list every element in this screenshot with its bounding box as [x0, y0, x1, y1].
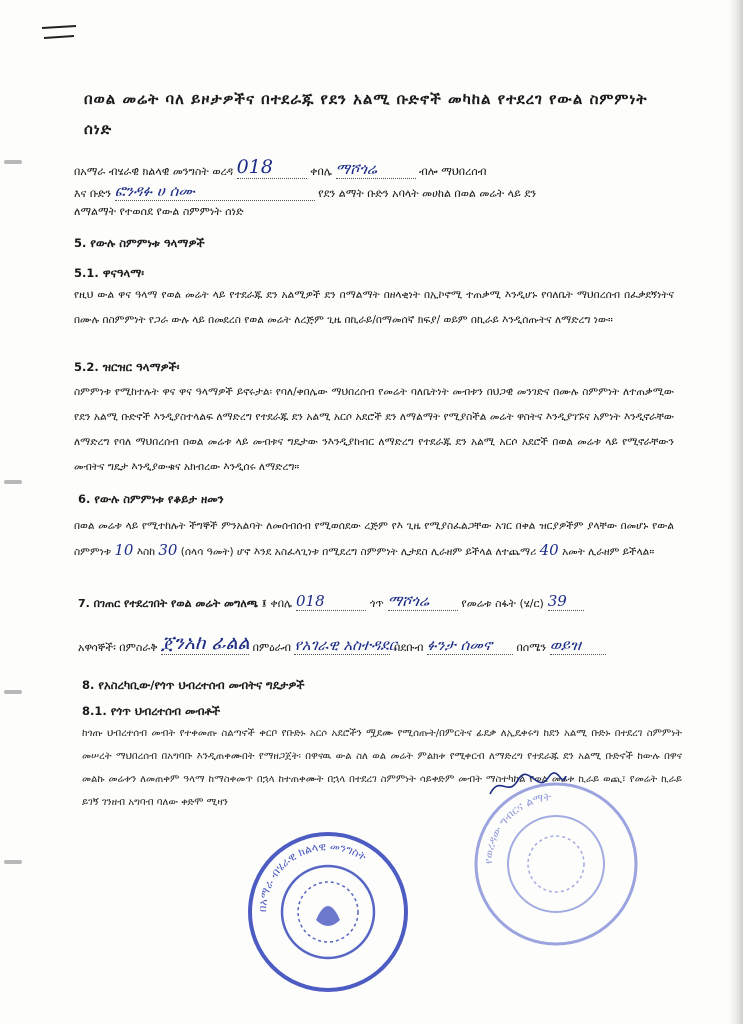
section-6-text [74, 514, 674, 564]
north-value: ወይዝ [549, 636, 581, 654]
south-value: ፉንታ ሰመኖ [427, 636, 493, 654]
kebele-label: ቀበሌ [310, 165, 333, 178]
community-label: ብሎ ማህበረሰብ [419, 165, 487, 178]
left-official-seal [246, 830, 410, 994]
section-6-end: አመት ሊራዘም ይችላል። [562, 546, 655, 558]
section-7-heading: 7. በገጠር የተደረገበት የወል መሬት መግለጫ ፤ [78, 597, 267, 610]
section-6-text-a: በወል መሬቱ ላይ የሚተከሉት ችግኞች ምንአልባት ለመሰብሰብ የሚወሰደው ረጅም የእ ጊዜ የሚያስፈልጋቸው አገር በቀል ዝርያዎችም ያላቸው በመሆኑ የውል ስምምነቱ [74, 520, 674, 558]
punch-hole-mark [4, 690, 22, 694]
s7-area: 39 [547, 592, 567, 610]
s7-got-label: ጎጥ [369, 597, 384, 610]
left-seal-text: በአማራ ብሄራዊ ክልላዊ መንግስት [255, 839, 369, 913]
header-line-2 [74, 182, 536, 201]
kebele-field [336, 160, 416, 179]
section-8-heading: 8. የአስረካቢው/የጎጥ ህብረተሰብ መብትና ግዴታዎች [82, 678, 305, 692]
term-to: 30 [158, 541, 178, 559]
punch-hole-mark [4, 480, 22, 484]
west-label: በምዕራብ [252, 641, 291, 654]
term-from: 10 [114, 541, 134, 559]
punch-hole-mark [4, 160, 22, 164]
north-field [550, 636, 606, 655]
group-name-field [115, 182, 315, 201]
east-value: ጀንአከ ፊልል [161, 632, 250, 654]
pen-mark-corner [40, 22, 80, 42]
s7-area-label: የመሬቱ ስፋት (ሄ/ር) [461, 597, 544, 610]
woreda-value: 018 [236, 156, 273, 178]
kebele-value: ማሾጎሬ [335, 160, 377, 178]
boundaries-line [78, 632, 606, 655]
section-6-heading: 6. የውሉ ስምምነቱ የቆይታ ዘመን [78, 492, 224, 506]
s7-got: ማሾጎሬ [387, 592, 429, 610]
s7-kebele-field [296, 592, 366, 611]
header-line-3: ለማልማት የተወሰደ የውል ስምምነት ሰነድ [74, 205, 244, 218]
east-field [161, 632, 249, 655]
section-6-text-b: (ሰላሳ ዓመት) ሆኖ እንደ አስፈላጊነቱ በሚደረግ ስምምነት ሊታደስ [180, 546, 428, 558]
s7-area-field [548, 592, 584, 611]
section-5-2-heading: 5.2. ዝርዝር ዓላማዎች፡ [74, 360, 180, 374]
woreda-field [237, 156, 307, 179]
right-seal-text: የወረዳው ግብርና ልማት [481, 790, 552, 865]
term-to-label: እስከ [136, 546, 156, 558]
document-title: በወል መሬት ባለ ይዞታዎችና በተደራጁ የደን አልሚ ቡድኖች መካከል የተደረገ የውል ስምምነት ሰነድ [84, 90, 648, 138]
south-label: በደቡብ [393, 641, 424, 654]
group-tail: የደን ልማት ቡድን አባላት መሀከል በወል መሬት ላይ ደን [318, 187, 537, 200]
s7-got-field [388, 592, 458, 611]
s7-kebele-label: ቀበሌ [270, 597, 293, 610]
west-field [294, 636, 397, 655]
s7-kebele: 018 [296, 592, 325, 610]
section-5-1-heading: 5.1. ዋናዓላማ፡ [74, 266, 145, 280]
north-label: በሰሜን [516, 641, 547, 654]
section-8-1-text: ከጎጡ ህብረተሰብ መብት የተቀመጡ ስልጣኖች ቀርቦ የቡድኑ አርሶ አደሮችን ሟደሙ የሚሰጡት/በምርትና ፊደቃ ለኢዴቀሩግ ከደን አልሚ ቡድኑ በተደረገ ስምምነት መሠረት ማህበረሰብ በአግባቡ እንዲጠቀሙበት የማዘጋጀት፡ በዋናዉ ውል ስለ ወል መሬት ምልክቱ የሚቀርብ ለማድረግ የተደራጁ ደን አልሚ ቡድኖች ከውሉ በዋና መልኩ መሬቱን ለመጠቀም ዓላማ ከማስቀመጥ በኋላ ከተጠቀሙት በኋላ በተደረገ ስምምነት ሳይቀድም መብት ማስተካከል የወል መሬቱ ኪራይ ወጪ፣ የመሬት ኪራይ ይገኝ ገንዘብ አግባብ ባለው ቀድሞ ሚዛን [82, 728, 682, 808]
group-name: ፎንዳፉ ሀ ሰሙ [114, 182, 195, 200]
boundaries-label: አዋሳኞች፡ በምስራቅ [78, 641, 158, 654]
woreda-label: ወረዳ [212, 165, 234, 178]
extra-years-label: ለተጨማሪ [495, 546, 537, 558]
punch-hole-mark [4, 860, 22, 864]
section-7-line [78, 592, 584, 611]
header-line-1 [74, 156, 486, 179]
section-5-2-text: ስምምነቱ የሚከተሉት ዋና ዋና ዓላማዎች ይኖሩታል፡ የባለ/ቀበሌው ማህበረሰብ የመሬት ባለቤትነት መብቱን በህጋዊ መንገድና በሙሉ ስምምነት ለተጠቃሚው የደን አልሚ ቡድኖች እንዲያስተላልፍ ለማድረግ የተደራጁ ደን አልሚ አርሶ አደሮች ደን ለማልማት የሚያስችል መሬት ዋስትና እንዲያገኙና አምነት እንዲኖራቸው ለማድረግ የባለ ማህበረሰብ በወል መሬቱ ላይ መብቱና ግዴታው ንእንዲያከብር ለማድረግ የተደራጁ ደን አልሚ አርሶ አደሮች በወል መሬቱ ላይ የሚኖራቸውን መብትና ግዴታ እንዲያውቁና አክብረው እንዲሰሩ ለማድረግ። [74, 386, 674, 473]
section-5-heading: 5. የውሉ ስምምነቱ ዓላማዎች [74, 236, 205, 250]
south-field [427, 636, 513, 655]
signature-scribble [488, 770, 568, 800]
section-5-1-text: የዚህ ውል ዋና ዓላማ የወል መሬት ላይ የተደራጁ ደን አልሚዎች ደን በማልማት በዘላቂነት በኢኮኖሚ ተጠቃሚ እንዲሆኑ የባለቤት ማህበረሰብ በፈቃደኝነትና በሙሉ በስምምነት የጋራ ውሉ ላይ በመደረስ የወል መሬት ለረጅም ጊዜ በኪራይ/በማመሰኛ ክፍያ/ ወይም በኪራይ እንዲሰጡትና ለማድረግ ነው። [74, 289, 674, 326]
extra-years: 40 [539, 541, 559, 559]
svg-text:በአማራ ብሄራዊ ክልላዊ መንግስት [256, 840, 369, 912]
scan-edge-shadow [729, 0, 743, 1024]
region-label: በአማራ ብሄራዊ ክልላዊ መንግስት [74, 165, 209, 178]
right-official-seal [472, 780, 640, 948]
renew-note: ሊራዘም ይችላል [430, 546, 493, 558]
section-8-1-heading: 8.1. የጎጥ ህብረተሰብ መብቶች [82, 704, 221, 718]
and-label: እና ቡድን [74, 187, 112, 200]
west-value: የአገራዊ አስተዳደር [294, 636, 397, 654]
